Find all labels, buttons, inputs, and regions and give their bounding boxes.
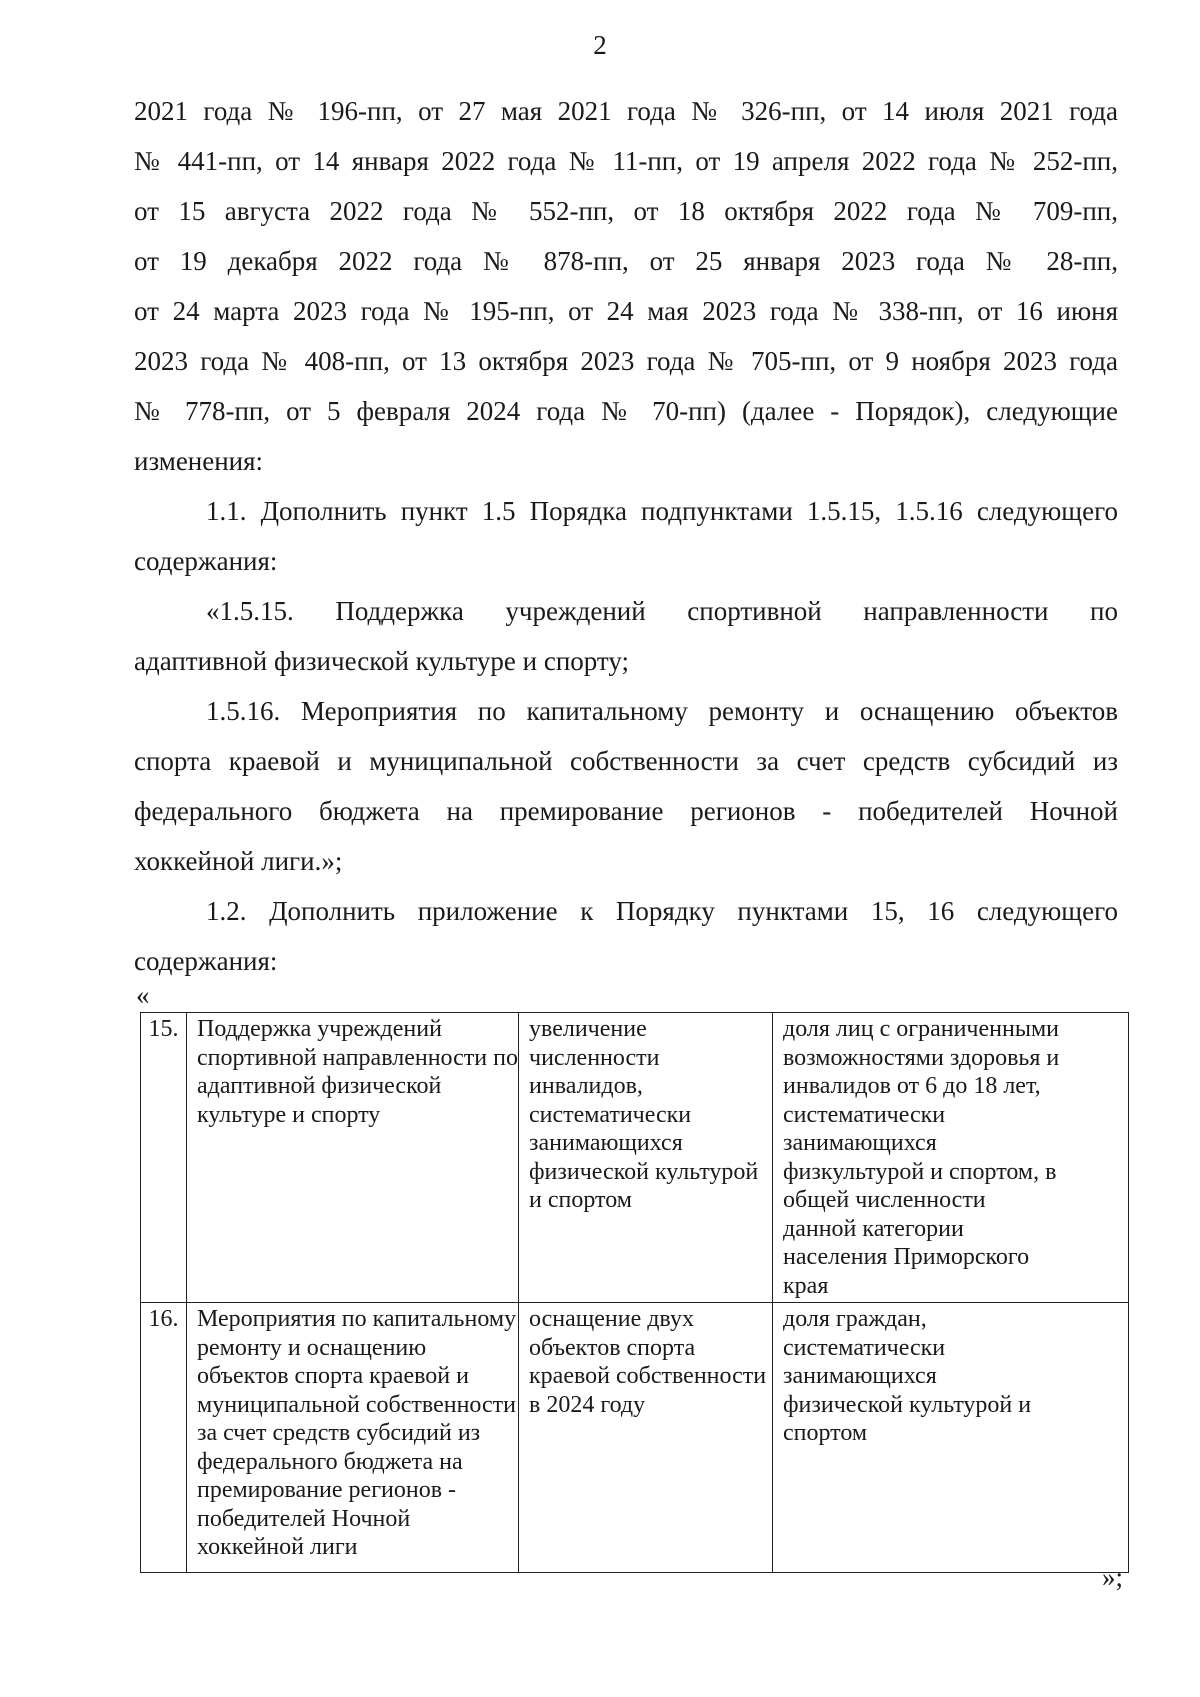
cell-line: оснащение двух bbox=[529, 1306, 694, 1332]
text-line: 2021 года № 196-пп, от 27 мая 2021 года № 326-пп, от 14 июля 2021 года bbox=[134, 96, 1118, 126]
indicator-cell bbox=[773, 1013, 1129, 1303]
row-number-cell: 16. bbox=[141, 1303, 187, 1573]
cell-line: доля лиц с ограниченными bbox=[783, 1016, 1059, 1042]
cell-line: систематически bbox=[529, 1101, 692, 1128]
cell-line: объектов спорта bbox=[529, 1334, 696, 1361]
text-line: от 15 августа 2022 года № 552-пп, от 18 октября 2022 года № 709-пп, bbox=[134, 196, 1118, 226]
cell-line: инвалидов, bbox=[529, 1073, 643, 1099]
paragraph-p1-1 bbox=[134, 486, 1118, 586]
cell-line: занимающихся bbox=[529, 1130, 683, 1156]
cell-line: занимающихся bbox=[783, 1130, 937, 1156]
page-number: 2 bbox=[593, 30, 607, 60]
cell-line: победителей Ночной bbox=[197, 1505, 411, 1532]
cell-line: спортивной направленности по bbox=[197, 1044, 518, 1071]
text-line: хоккейной лиги.»; bbox=[134, 846, 343, 876]
cell-line: занимающихся bbox=[783, 1363, 937, 1389]
appendix-table-body bbox=[141, 1013, 1129, 1573]
cell-line: данной категории bbox=[783, 1215, 964, 1242]
text-line: изменения: bbox=[134, 446, 264, 476]
cell-line: культуре и спорту bbox=[197, 1101, 381, 1128]
text-line: содержания: bbox=[134, 946, 278, 976]
text-line: адаптивной физической культуре и спорту; bbox=[134, 646, 630, 676]
text-line: № 778-пп, от 5 февраля 2024 года № 70-пп) (далее - Порядок), следующие bbox=[134, 396, 1118, 426]
cell-line: за счет средств субсидий из bbox=[197, 1420, 481, 1446]
text-line: от 24 марта 2023 года № 195-пп, от 24 мая 2023 года № 338-пп, от 16 июня bbox=[134, 296, 1118, 326]
cell-line: физкультурой и спортом, в bbox=[783, 1158, 1057, 1185]
table-row bbox=[141, 1303, 1129, 1573]
cell-line: хоккейной лиги bbox=[197, 1534, 358, 1560]
cell-line: Мероприятия по капитальному bbox=[197, 1306, 517, 1332]
cell-line: адаптивной физической bbox=[197, 1073, 442, 1099]
cell-line: ремонту и оснащению bbox=[197, 1334, 427, 1361]
cell-line: систематически bbox=[783, 1334, 946, 1361]
paragraph-intro bbox=[134, 86, 1118, 486]
result-cell bbox=[519, 1303, 773, 1573]
text-line: спорта краевой и муниципальной собственности за счет средств субсидий из bbox=[134, 746, 1118, 776]
table-row bbox=[141, 1013, 1129, 1303]
cell-line: возможностями здоровья и bbox=[783, 1044, 1060, 1071]
cell-line: муниципальной собственности bbox=[197, 1391, 516, 1418]
cell-line: края bbox=[783, 1272, 829, 1299]
row-number-cell: 15. bbox=[141, 1013, 187, 1303]
text-line: федерального бюджета на премирование регионов - победителей Ночной bbox=[134, 796, 1118, 826]
text-line: содержания: bbox=[134, 546, 278, 576]
cell-line: общей численности bbox=[783, 1187, 986, 1213]
cell-line: Поддержка учреждений bbox=[197, 1016, 442, 1042]
cell-line: физической культурой и bbox=[783, 1391, 1032, 1418]
paragraph-p1-5-15 bbox=[134, 586, 1118, 686]
table-close-quote: »; bbox=[1102, 1562, 1124, 1592]
cell-line: систематически bbox=[783, 1101, 946, 1128]
cell-line: премирование регионов - bbox=[197, 1477, 457, 1503]
result-cell bbox=[519, 1013, 773, 1303]
cell-line: инвалидов от 6 до 18 лет, bbox=[783, 1073, 1041, 1099]
cell-line: физической культурой bbox=[529, 1158, 759, 1185]
paragraph-p1-5-16 bbox=[134, 686, 1118, 886]
cell-line: и спортом bbox=[529, 1187, 632, 1213]
table-open-quote: « bbox=[136, 980, 150, 1010]
cell-line: численности bbox=[529, 1044, 660, 1071]
event-cell bbox=[187, 1013, 519, 1303]
cell-line: в 2024 году bbox=[529, 1391, 646, 1418]
cell-line: краевой собственности bbox=[529, 1363, 767, 1389]
text-line: 2023 года № 408-пп, от 13 октября 2023 года № 705-пп, от 9 ноября 2023 года bbox=[134, 346, 1118, 376]
cell-line: объектов спорта краевой и bbox=[197, 1363, 469, 1389]
text-line: «1.5.15. Поддержка учреждений спортивной направленности по bbox=[206, 596, 1118, 626]
text-line: 1.1. Дополнить пункт 1.5 Порядка подпунктами 1.5.15, 1.5.16 следующего bbox=[206, 496, 1118, 526]
text-line: № 441-пп, от 14 января 2022 года № 11-пп, от 19 апреля 2022 года № 252-пп, bbox=[134, 146, 1118, 176]
text-line: 1.2. Дополнить приложение к Порядку пунктами 15, 16 следующего bbox=[206, 896, 1118, 926]
appendix-table bbox=[140, 1012, 1129, 1573]
body-text bbox=[134, 86, 1118, 986]
text-line: от 19 декабря 2022 года № 878-пп, от 25 января 2023 года № 28-пп, bbox=[134, 246, 1118, 276]
text-line: 1.5.16. Мероприятия по капитальному ремонту и оснащению объектов bbox=[206, 696, 1118, 726]
cell-line: федерального бюджета на bbox=[197, 1448, 463, 1475]
cell-line: увеличение bbox=[529, 1016, 647, 1042]
cell-line: доля граждан, bbox=[783, 1306, 927, 1332]
indicator-cell bbox=[773, 1303, 1129, 1573]
cell-line: спортом bbox=[783, 1420, 868, 1446]
paragraph-p1-2 bbox=[134, 886, 1118, 986]
event-cell bbox=[187, 1303, 519, 1573]
cell-line: населения Приморского bbox=[783, 1244, 1030, 1270]
